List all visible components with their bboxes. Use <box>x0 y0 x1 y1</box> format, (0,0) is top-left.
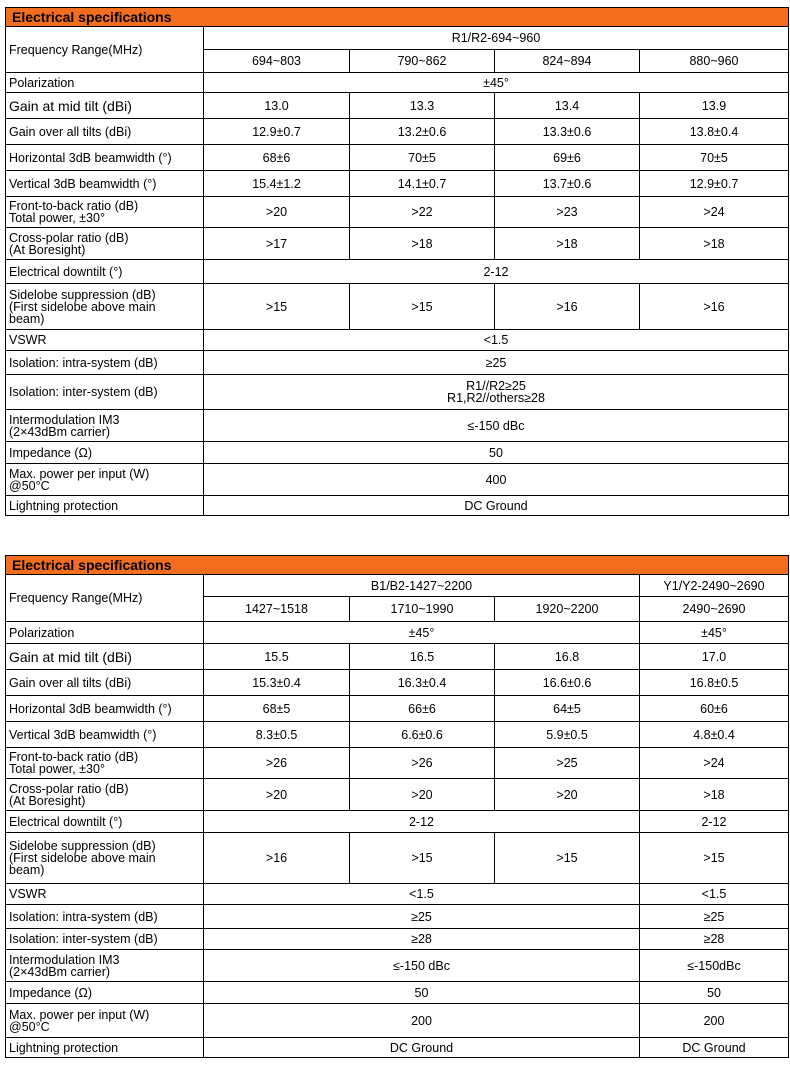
cell-value: >16 <box>640 284 789 330</box>
cell-value: >24 <box>640 748 789 779</box>
frequency-range-label: Frequency Range(MHz) <box>6 575 204 622</box>
band-header: 1710~1990 <box>350 597 495 622</box>
cell-value: 16.8±0.5 <box>640 670 789 696</box>
cell-value: 70±5 <box>640 145 789 171</box>
row-label: Impedance (Ω) <box>6 442 204 464</box>
table-row <box>6 228 789 260</box>
electrical-spec-table-2 <box>5 555 789 1058</box>
row-label-line: (2×43dBm carrier) <box>9 964 111 979</box>
cell-value: >20 <box>350 779 495 811</box>
cell-value: ≤-150dBc <box>640 950 789 982</box>
row-label-line: Max. power per input (W) <box>9 1007 150 1022</box>
cell-value: 200 <box>204 1004 640 1038</box>
table-row <box>6 905 789 929</box>
row-label-line: @50°C <box>9 478 50 493</box>
table-row <box>6 442 789 464</box>
table-row <box>6 351 789 375</box>
row-label: Isolation: intra-system (dB) <box>6 351 204 375</box>
band-group-header: Y1/Y2-2490~2690 <box>640 575 789 597</box>
cell-value: 13.3±0.6 <box>495 119 640 145</box>
cell-value: >17 <box>204 228 350 260</box>
table-row <box>6 119 789 145</box>
row-label: Electrical downtilt (°) <box>6 811 204 833</box>
cell-value: ≥25 <box>204 905 640 929</box>
table-title: Electrical specifications <box>6 556 789 575</box>
cell-value: 2-12 <box>204 260 789 284</box>
cell-value: 14.1±0.7 <box>350 171 495 197</box>
row-label <box>6 410 204 442</box>
cell-value: >18 <box>350 228 495 260</box>
cell-value: 13.0 <box>204 93 350 119</box>
row-label: Isolation: inter-system (dB) <box>6 929 204 950</box>
row-label: Gain over all tilts (dBi) <box>6 670 204 696</box>
row-label: Gain at mid tilt (dBi) <box>6 644 204 670</box>
table-row <box>6 950 789 982</box>
cell-value: >16 <box>495 284 640 330</box>
table-row <box>6 410 789 442</box>
cell-value: 13.3 <box>350 93 495 119</box>
cell-value: 70±5 <box>350 145 495 171</box>
row-label-line: (First sidelobe above main <box>9 851 156 865</box>
row-label-line: (First sidelobe above main <box>9 299 156 314</box>
row-label-line: @50°C <box>9 1019 50 1034</box>
table-row <box>6 670 789 696</box>
cell-value: ≥28 <box>204 929 640 950</box>
row-label-line: beam) <box>9 863 45 877</box>
cell-value: >20 <box>204 197 350 228</box>
row-label: Polarization <box>6 622 204 644</box>
cell-value: 66±6 <box>350 696 495 722</box>
table-row <box>6 982 789 1004</box>
row-label: Isolation: inter-system (dB) <box>6 375 204 410</box>
row-label <box>6 284 204 330</box>
band-header: 790~862 <box>350 50 495 73</box>
cell-value: 2-12 <box>640 811 789 833</box>
band-group-header: B1/B2-1427~2200 <box>204 575 640 597</box>
table-row <box>6 929 789 950</box>
cell-value: 16.3±0.4 <box>350 670 495 696</box>
cell-value: DC Ground <box>204 1038 640 1058</box>
cell-value: 200 <box>640 1004 789 1038</box>
cell-value: 5.9±0.5 <box>495 722 640 748</box>
cell-value-line: R1,R2//others≥28 <box>447 391 545 405</box>
row-label-line: (At Boresight) <box>9 242 86 257</box>
table-row <box>6 73 789 93</box>
table-row <box>6 93 789 119</box>
table-row <box>6 884 789 905</box>
cell-value: 68±6 <box>204 145 350 171</box>
cell-value: 15.3±0.4 <box>204 670 350 696</box>
cell-value: >16 <box>204 833 350 884</box>
row-label-line: Max. power per input (W) <box>9 466 150 481</box>
row-label-line: Intermodulation IM3 <box>9 412 120 427</box>
table-row <box>6 1038 789 1058</box>
cell-value: 13.2±0.6 <box>350 119 495 145</box>
table-row <box>6 145 789 171</box>
row-label: Lightning protection <box>6 496 204 516</box>
table-row <box>6 779 789 811</box>
row-label-line: Cross-polar ratio (dB) <box>9 230 129 245</box>
cell-value: 15.5 <box>204 644 350 670</box>
table-row <box>6 811 789 833</box>
cell-value: 13.8±0.4 <box>640 119 789 145</box>
table-row <box>6 1004 789 1038</box>
cell-value: 64±5 <box>495 696 640 722</box>
cell-value: DC Ground <box>204 496 789 516</box>
cell-value-line: R1//R2≥25 <box>466 379 526 393</box>
row-label: Vertical 3dB beamwidth (°) <box>6 171 204 197</box>
row-label-line: Total power, ±30° <box>9 762 105 776</box>
cell-value: ≤-150 dBc <box>204 950 640 982</box>
cell-value: ≥25 <box>204 351 789 375</box>
cell-value: >26 <box>350 748 495 779</box>
cell-value: >20 <box>204 779 350 811</box>
table-title: Electrical specifications <box>6 8 789 27</box>
cell-value: >15 <box>204 284 350 330</box>
row-label-line: (2×43dBm carrier) <box>9 424 111 439</box>
electrical-spec-table-1 <box>5 7 789 516</box>
table-row <box>6 833 789 884</box>
table-row <box>6 284 789 330</box>
band-header: 694~803 <box>204 50 350 73</box>
table-row <box>6 197 789 228</box>
cell-value: >18 <box>495 228 640 260</box>
cell-value: DC Ground <box>640 1038 789 1058</box>
cell-value: 400 <box>204 464 789 496</box>
table-row <box>6 748 789 779</box>
table-row <box>6 496 789 516</box>
cell-value: 17.0 <box>640 644 789 670</box>
row-label <box>6 950 204 982</box>
cell-value: 6.6±0.6 <box>350 722 495 748</box>
cell-value: <1.5 <box>204 330 789 351</box>
row-label: Horizontal 3dB beamwidth (°) <box>6 696 204 722</box>
row-label: VSWR <box>6 330 204 351</box>
row-label: Vertical 3dB beamwidth (°) <box>6 722 204 748</box>
band-header: 1427~1518 <box>204 597 350 622</box>
band-header: 1920~2200 <box>495 597 640 622</box>
row-label: Impedance (Ω) <box>6 982 204 1004</box>
row-label-line: Sidelobe suppression (dB) <box>9 287 156 302</box>
cell-value: >15 <box>495 833 640 884</box>
row-label: Lightning protection <box>6 1038 204 1058</box>
cell-value: <1.5 <box>640 884 789 905</box>
cell-value: ≥25 <box>640 905 789 929</box>
table-row <box>6 696 789 722</box>
row-label-line: Front-to-back ratio (dB) <box>9 199 139 213</box>
cell-value: >18 <box>640 779 789 811</box>
cell-value: 2-12 <box>204 811 640 833</box>
row-label-line: beam) <box>9 311 45 326</box>
cell-value: 69±6 <box>495 145 640 171</box>
band-header: 880~960 <box>640 50 789 73</box>
row-label-line: (At Boresight) <box>9 793 86 808</box>
cell-value: >20 <box>495 779 640 811</box>
cell-value: >18 <box>640 228 789 260</box>
row-label <box>6 833 204 884</box>
cell-value: ±45° <box>640 622 789 644</box>
cell-value: 13.4 <box>495 93 640 119</box>
cell-value: 50 <box>204 982 640 1004</box>
cell-value <box>204 375 789 410</box>
table-row <box>6 644 789 670</box>
band-header: 2490~2690 <box>640 597 789 622</box>
cell-value: >23 <box>495 197 640 228</box>
row-label-line: Total power, ±30° <box>9 211 105 225</box>
row-label-line: Cross-polar ratio (dB) <box>9 781 129 796</box>
table-row <box>6 171 789 197</box>
row-label-line: Intermodulation IM3 <box>9 952 120 967</box>
row-label <box>6 779 204 811</box>
row-label: Gain over all tilts (dBi) <box>6 119 204 145</box>
row-label <box>6 228 204 260</box>
cell-value: >26 <box>204 748 350 779</box>
row-label: Isolation: intra-system (dB) <box>6 905 204 929</box>
cell-value: 68±5 <box>204 696 350 722</box>
cell-value: 8.3±0.5 <box>204 722 350 748</box>
row-label: Polarization <box>6 73 204 93</box>
band-header: 824~894 <box>495 50 640 73</box>
row-label: Gain at mid tilt (dBi) <box>6 93 204 119</box>
table-row <box>6 330 789 351</box>
row-label <box>6 748 204 779</box>
cell-value: >22 <box>350 197 495 228</box>
cell-value: 16.5 <box>350 644 495 670</box>
row-label-line: Sidelobe suppression (dB) <box>9 839 156 853</box>
table-row <box>6 622 789 644</box>
cell-value: 15.4±1.2 <box>204 171 350 197</box>
cell-value: ≥28 <box>640 929 789 950</box>
cell-value: >15 <box>350 833 495 884</box>
table-row <box>6 375 789 410</box>
cell-value: ±45° <box>204 622 640 644</box>
cell-value: 13.9 <box>640 93 789 119</box>
cell-value: 60±6 <box>640 696 789 722</box>
row-label: VSWR <box>6 884 204 905</box>
cell-value: 12.9±0.7 <box>204 119 350 145</box>
cell-value: 50 <box>640 982 789 1004</box>
cell-value: 50 <box>204 442 789 464</box>
cell-value: 12.9±0.7 <box>640 171 789 197</box>
cell-value: 13.7±0.6 <box>495 171 640 197</box>
row-label <box>6 464 204 496</box>
table-row <box>6 260 789 284</box>
row-label-line: Front-to-back ratio (dB) <box>9 750 139 764</box>
table-row <box>6 464 789 496</box>
row-label: Horizontal 3dB beamwidth (°) <box>6 145 204 171</box>
band-group-header: R1/R2-694~960 <box>204 27 789 50</box>
cell-value: >15 <box>350 284 495 330</box>
cell-value: ±45° <box>204 73 789 93</box>
cell-value: >24 <box>640 197 789 228</box>
row-label: Electrical downtilt (°) <box>6 260 204 284</box>
cell-value: >25 <box>495 748 640 779</box>
cell-value: <1.5 <box>204 884 640 905</box>
cell-value: 4.8±0.4 <box>640 722 789 748</box>
cell-value: ≤-150 dBc <box>204 410 789 442</box>
cell-value: 16.8 <box>495 644 640 670</box>
cell-value: >15 <box>640 833 789 884</box>
table-row <box>6 722 789 748</box>
cell-value: 16.6±0.6 <box>495 670 640 696</box>
row-label <box>6 197 204 228</box>
frequency-range-label: Frequency Range(MHz) <box>6 27 204 73</box>
row-label <box>6 1004 204 1038</box>
